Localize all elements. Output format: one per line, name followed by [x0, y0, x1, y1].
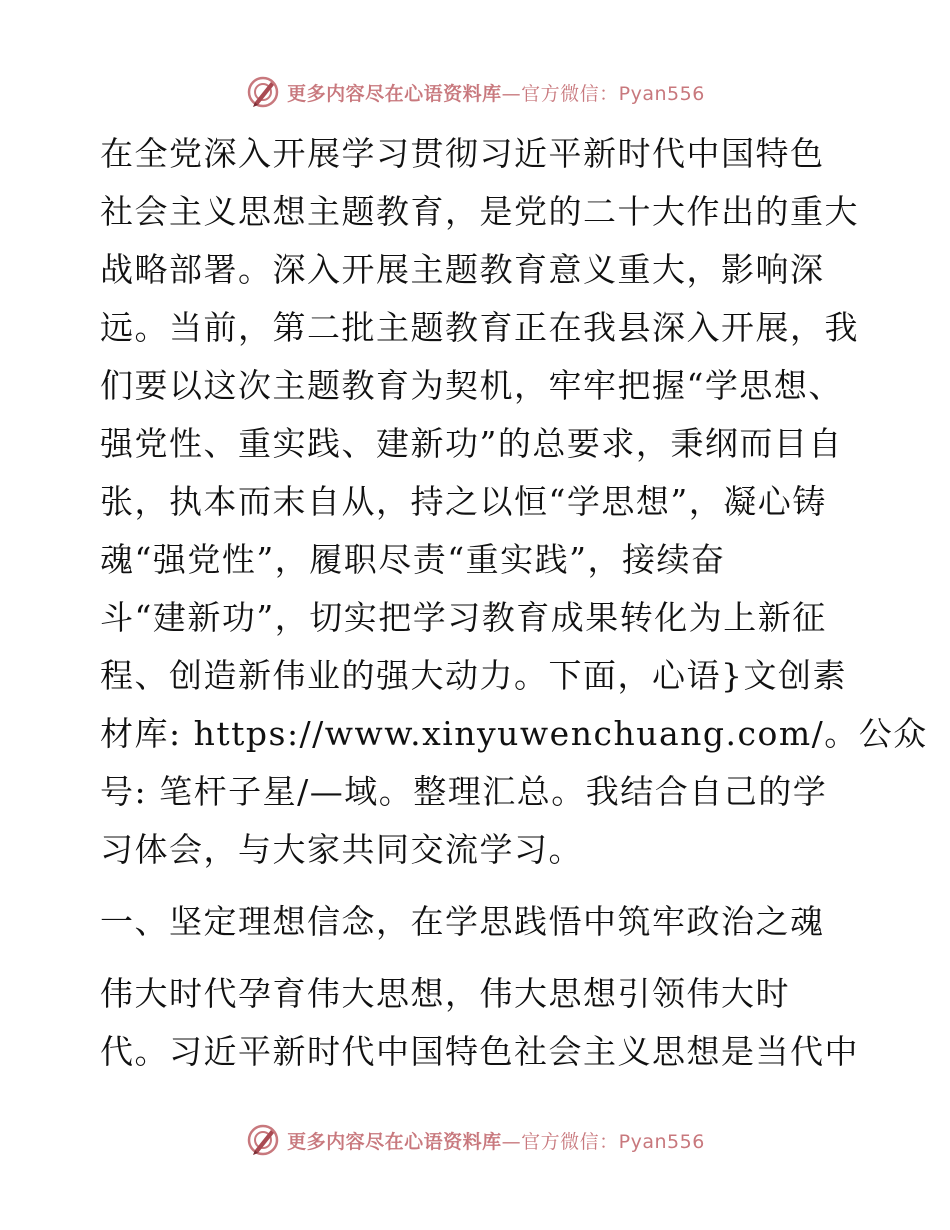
text-line: 伟大时代孕育伟大思想，伟大思想引领伟大时 [100, 974, 790, 1013]
header-watermark [0, 72, 950, 112]
watermark-site-text: 更多内容尽在心语资料库 [287, 1130, 502, 1153]
pen-logo-icon [245, 1122, 281, 1158]
paragraph-body [100, 965, 860, 1081]
watermark-wechat-text: 官方微信：Pyan556 [521, 82, 705, 105]
text-line: 在全党深入开展学习贯彻习近平新时代中国特色 [100, 134, 825, 173]
watermark-separator: — [501, 1130, 522, 1153]
pen-logo-icon [245, 74, 281, 110]
paragraph-gap [100, 951, 860, 965]
text-line: 战略部署。深入开展主题教育意义重大，影响深 [100, 250, 825, 289]
text-line: 社会主义思想主题教育，是党的二十大作出的重大 [100, 192, 859, 231]
watermark-site-text: 更多内容尽在心语资料库 [287, 82, 502, 105]
paragraph-intro [100, 125, 928, 879]
heading-line: 一、坚定理想信念，在学思践悟中筑牢政治之魂 [100, 902, 825, 941]
text-line: 远。当前，第二批主题教育正在我县深入开展，我 [100, 308, 859, 347]
watermark-wechat-text: 官方微信：Pyan556 [521, 1130, 705, 1153]
watermark-text [287, 79, 705, 106]
text-line: 习体会，与大家共同交流学习。 [100, 830, 583, 869]
text-line: 强党性、重实践、建新功”的总要求，秉纲而目自 [100, 424, 843, 463]
watermark-separator: — [501, 82, 522, 105]
text-line: 材库: https://www.xinyuwenchuang.com/。公众 [100, 714, 928, 753]
watermark-text [287, 1127, 705, 1154]
text-line: 代。习近平新时代中国特色社会主义思想是当代中 [100, 1032, 859, 1071]
footer-watermark [0, 1120, 950, 1160]
text-line: 张，执本而末自从，持之以恒“学思想”，凝心铸 [100, 482, 827, 521]
section-heading [100, 893, 860, 951]
text-line: 斗“建新功”，切实把学习教育成果转化为上新征 [100, 598, 827, 637]
paragraph-gap [100, 879, 860, 893]
text-line: 们要以这次主题教育为契机，牢牢把握“学思想、 [100, 366, 843, 405]
text-line: 号: 笔杆子星/—域。整理汇总。我结合自己的学 [100, 772, 828, 811]
text-line: 程、创造新伟业的强大动力。下面，心语}文创素 [100, 656, 847, 695]
text-line: 魂“强党性”，履职尽责“重实践”，接续奋 [100, 540, 726, 579]
document-body [100, 125, 928, 1081]
